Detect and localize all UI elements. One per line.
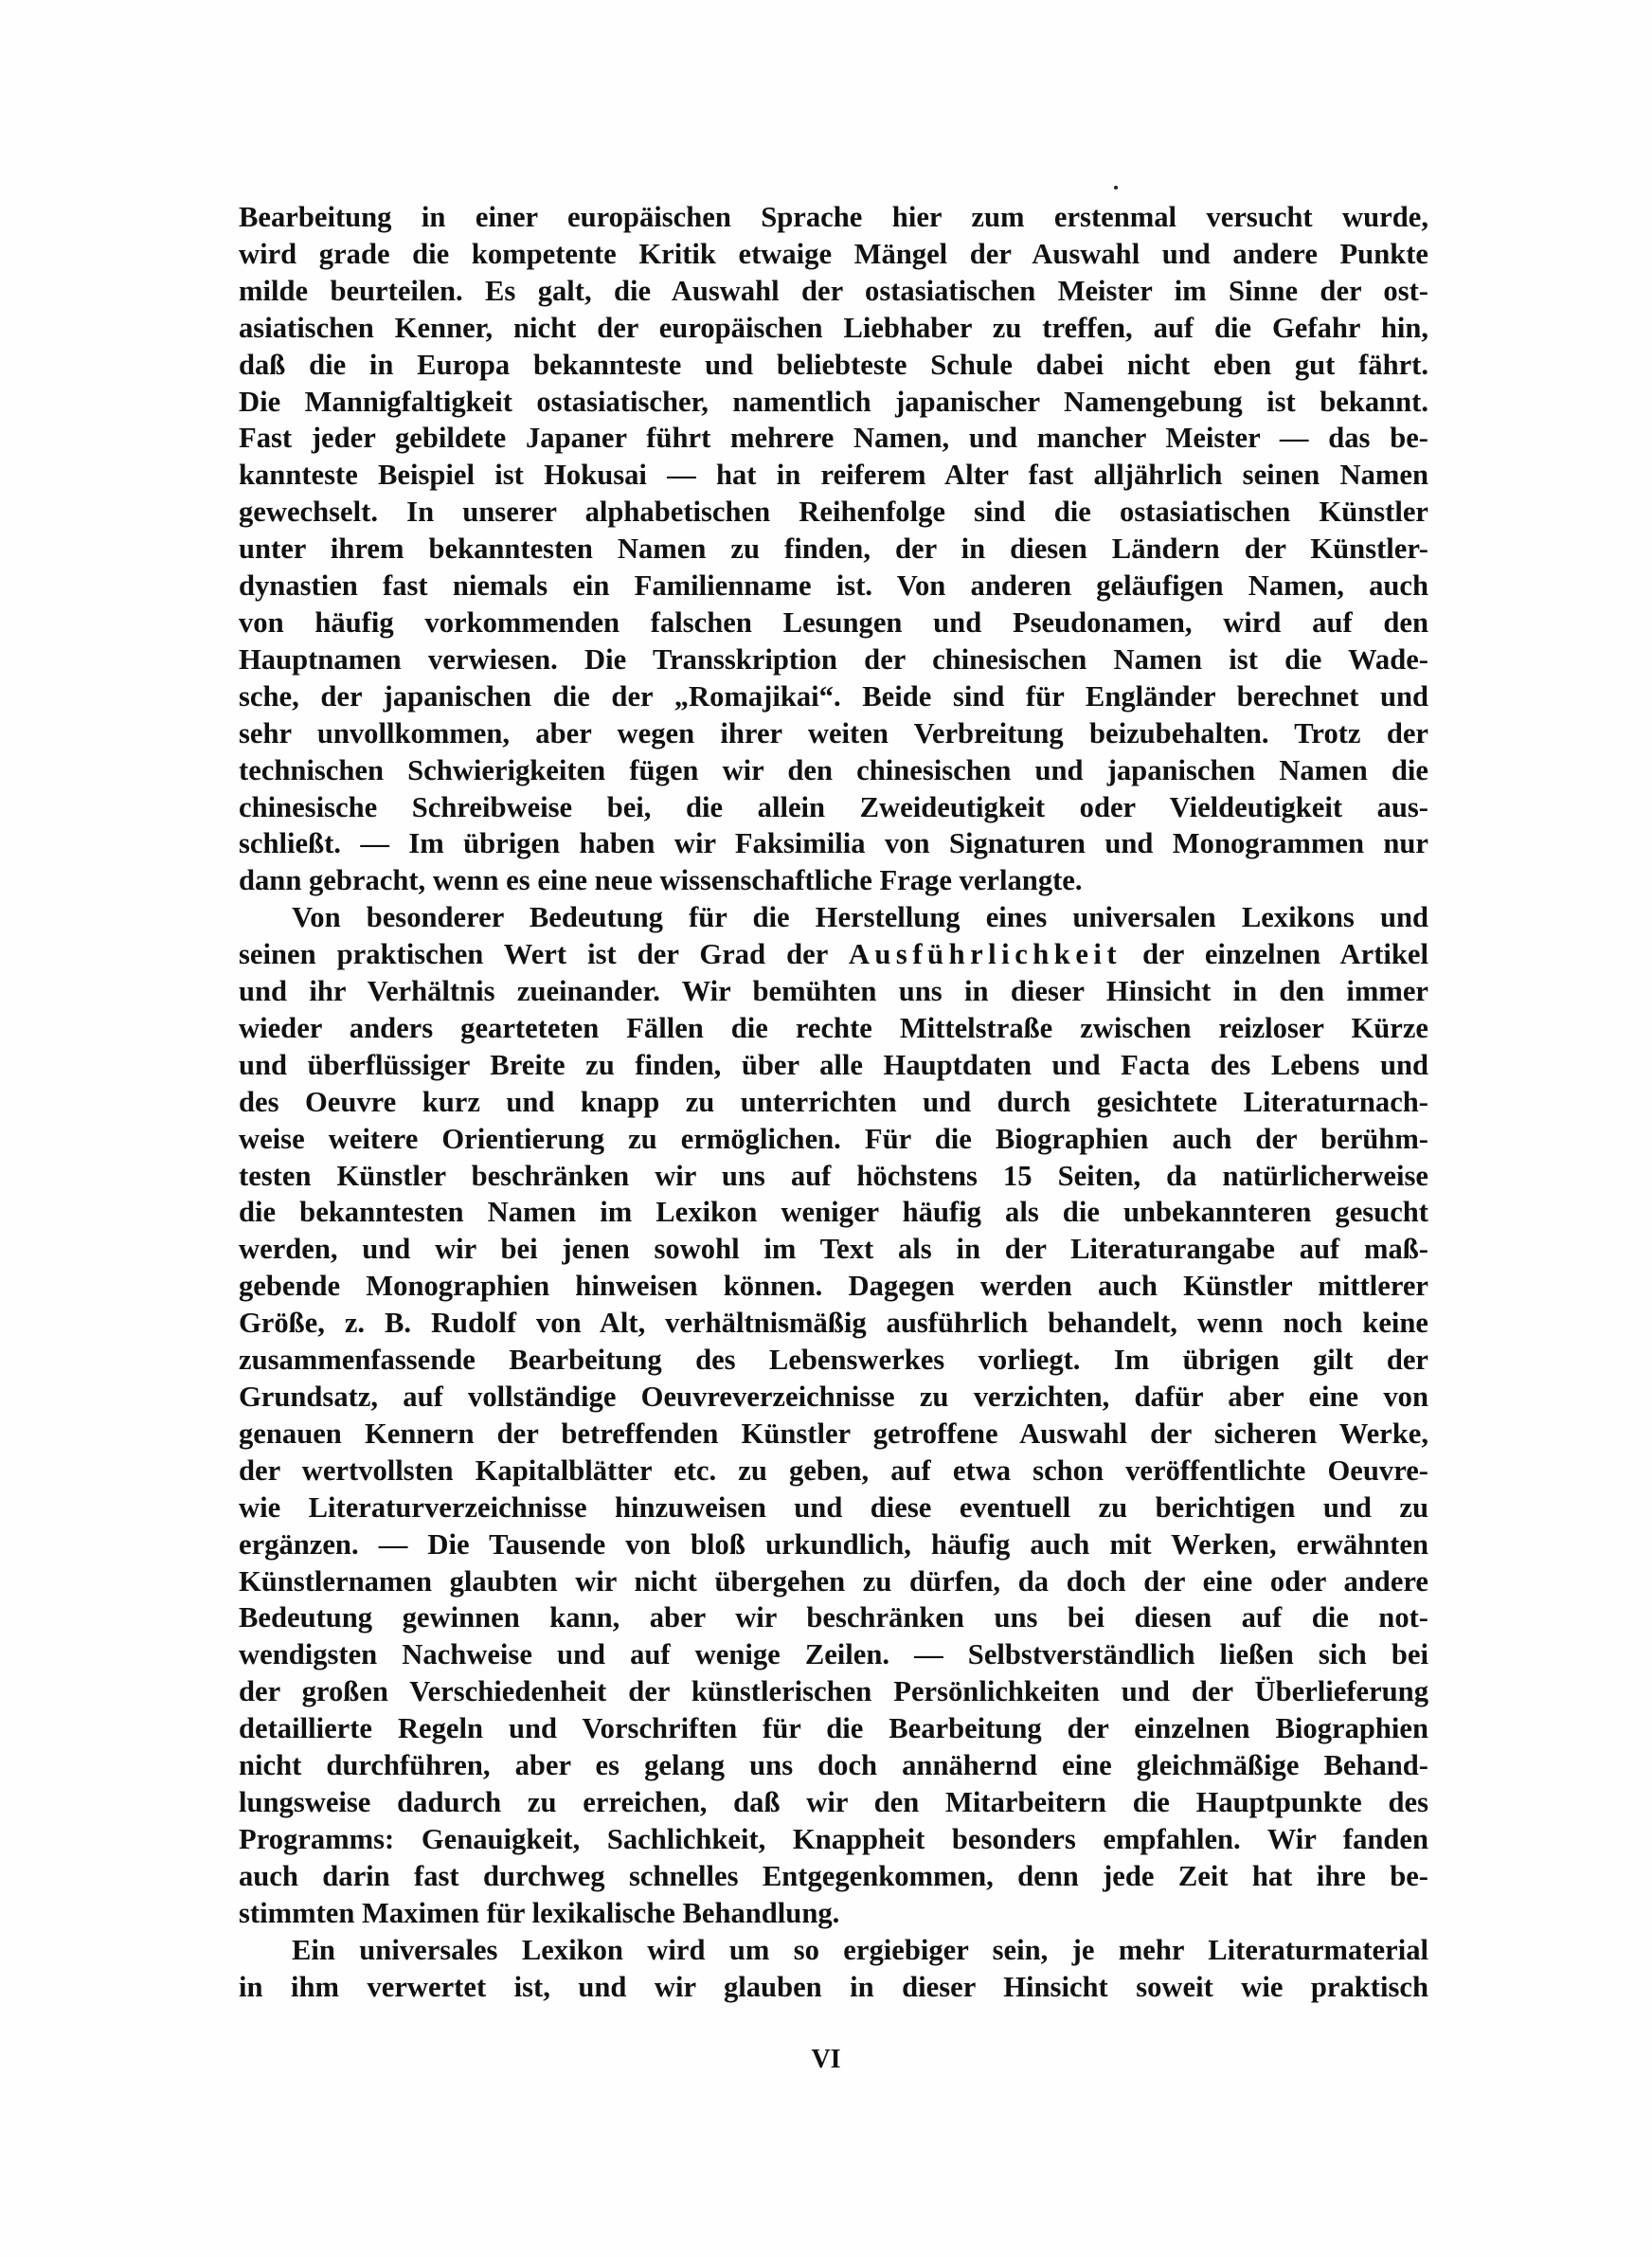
text-line: milde beurteilen. Es galt, die Auswahl der ostasiatischen Meister im Sinne der ost- [239, 274, 1428, 307]
text-fragment: der einzelnen Artikel [1142, 938, 1429, 971]
text-line: sche, der japanischen die der „Romajikai“. Beide sind für Engländer berechnet und [239, 679, 1428, 713]
body-text [239, 199, 1428, 2005]
text-line: und überflüssiger Breite zu finden, über alle Hauptdaten und Facta des Lebens und [239, 1048, 1428, 1081]
text-line: von häufig vorkommenden falschen Lesungen und Pseudonamen, wird auf den [239, 605, 1428, 639]
text-line: Programms: Genauigkeit, Sachlichkeit, Knappheit besonders empfahlen. Wir fanden [239, 1822, 1428, 1855]
text-line: wendigsten Nachweise und auf wenige Zeilen. — Selbstverständlich ließen sich bei [239, 1638, 1428, 1671]
paragraph-2 [239, 899, 1428, 1931]
text-line: auch darin fast durchweg schnelles Entgegenkommen, denn jede Zeit hat ihre be- [239, 1859, 1428, 1892]
text-line: Grundsatz, auf vollständige Oeuvreverzeichnisse zu verzichten, dafür aber eine von [239, 1381, 1428, 1413]
text-line: detaillierte Regeln und Vorschriften für die Bearbeitung der einzelnen Biographien [239, 1712, 1428, 1745]
text-line: zusammenfassende Bearbeitung des Lebenswerkes vorliegt. Im übrigen gilt der [239, 1344, 1428, 1377]
text-line: werden, und wir bei jenen sowohl im Text als in der Literaturangabe auf maß- [239, 1233, 1428, 1266]
text-line: Hauptnamen verwiesen. Die Transskription der chinesischen Namen ist die Wade- [239, 642, 1428, 676]
text-line: in ihm verwertet ist, und wir glauben in dieser Hinsicht soweit wie praktisch [239, 1970, 1428, 2003]
text-line: dynastien fast niemals ein Familienname ist. Von anderen geläufigen Namen, auch [239, 569, 1428, 603]
text-line: stimmten Maximen für lexikalische Behandlung. [239, 1896, 840, 1929]
text-line: sehr unvollkommen, aber wegen ihrer weiten Verbreitung beizubehalten. Trotz der [239, 716, 1428, 749]
text-line: gewechselt. In unserer alphabetischen Reihenfolge sind die ostasiatischen Künstler [239, 496, 1428, 529]
text-line [239, 936, 1428, 973]
text-line: Von besonderer Bedeutung für die Herstellung eines universalen Lexikons und [292, 901, 1428, 934]
text-line: chinesische Schreibweise bei, die allein Zweideutigkeit oder Vieldeutigkeit aus- [239, 790, 1428, 823]
text-line: dann gebracht, wenn es eine neue wissenschaftliche Frage verlangte. [239, 864, 1083, 897]
text-line: der großen Verschiedenheit der künstlerischen Persönlichkeiten und der Überlieferung [239, 1675, 1428, 1708]
text-line: weise weitere Orientierung zu ermöglichen. Für die Biographien auch der berühm- [239, 1122, 1428, 1155]
text-line: wieder anders gearteteten Fällen die rechte Mittelstraße zwischen reizloser Kürze [239, 1011, 1428, 1044]
text-line: Fast jeder gebildete Japaner führt mehrere Namen, und mancher Meister — das be- [239, 422, 1428, 455]
text-line: und ihr Verhältnis zueinander. Wir bemühten uns in dieser Hinsicht in den immer [239, 975, 1428, 1008]
paragraph-1 [239, 199, 1428, 899]
text-line: gebende Monographien hinweisen können. Dagegen werden auch Künstler mittlerer [239, 1270, 1428, 1303]
text-line: Bearbeitung in einer europäischen Sprache hier zum erstenmal versucht wurde, [239, 201, 1428, 233]
text-line: nicht durchführen, aber es gelang uns doch annähernd eine gleichmäßige Behand- [239, 1749, 1428, 1782]
page-number: VI [811, 2045, 841, 2074]
text-line: der wertvollsten Kapitalblätter etc. zu geben, auf etwa schon veröffentlichte Oeuvre- [239, 1454, 1428, 1487]
text-line: unter ihrem bekanntesten Namen zu finden, der in diesen Ländern der Künstler- [239, 533, 1428, 566]
text-line: lungsweise dadurch zu erreichen, daß wir den Mitarbeitern die Hauptpunkte des [239, 1785, 1428, 1818]
ink-speck [1114, 186, 1118, 190]
text-line: des Oeuvre kurz und knapp zu unterrichten und durch gesichtete Literaturnach- [239, 1085, 1428, 1118]
text-line: Künstlernamen glaubten wir nicht übergehen zu dürfen, da doch der eine oder andere [239, 1564, 1428, 1598]
text-line: Die Mannigfaltigkeit ostasiatischer, namentlich japanischer Namengebung ist bekannt. [239, 385, 1428, 418]
text-line: genauen Kennern der betreffenden Künstler getroffene Auswahl der sicheren Werke, [239, 1417, 1428, 1450]
paragraph-3 [239, 1932, 1428, 2006]
text-line: testen Künstler beschränken wir uns auf höchstens 15 Seiten, da natürlicherweise [239, 1159, 1428, 1192]
text-line: Bedeutung gewinnen kann, aber wir beschränken uns bei diesen auf die not- [239, 1601, 1428, 1634]
text-line: ergänzen. — Die Tausende von bloß urkundlich, häufig auch mit Werken, erwähnten [239, 1527, 1428, 1561]
text-line: technischen Schwierigkeiten fügen wir den chinesischen und japanischen Namen die [239, 753, 1428, 786]
text-fragment: seinen praktischen Wert ist der Grad der [239, 938, 828, 971]
text-line: kannteste Beispiel ist Hokusai — hat in reiferem Alter fast alljährlich seinen Namen [239, 459, 1428, 492]
text-line: wird grade die kompetente Kritik etwaige Mängel der Auswahl und andere Punkte [239, 237, 1428, 270]
text-line: Ein universales Lexikon wird um so ergiebiger sein, je mehr Literaturmaterial [292, 1933, 1428, 1966]
text-line: schließt. — Im übrigen haben wir Faksimilia von Signaturen und Monogrammen nur [239, 827, 1428, 860]
spaced-emphasis: Ausführlichkeit [848, 938, 1122, 971]
text-line: die bekanntesten Namen im Lexikon weniger häufig als die unbekannteren gesucht [239, 1196, 1428, 1229]
text-line: wie Literaturverzeichnisse hinzuweisen und diese eventuell zu berichtigen und zu [239, 1490, 1428, 1524]
text-line: asiatischen Kenner, nicht der europäischen Liebhaber zu treffen, auf die Gefahr hin, [239, 311, 1428, 344]
text-line: daß die in Europa bekannteste und beliebteste Schule dabei nicht eben gut fährt. [239, 348, 1428, 381]
text-line: Größe, z. B. Rudolf von Alt, verhältnismäßig ausführlich behandelt, wenn noch keine [239, 1307, 1428, 1340]
